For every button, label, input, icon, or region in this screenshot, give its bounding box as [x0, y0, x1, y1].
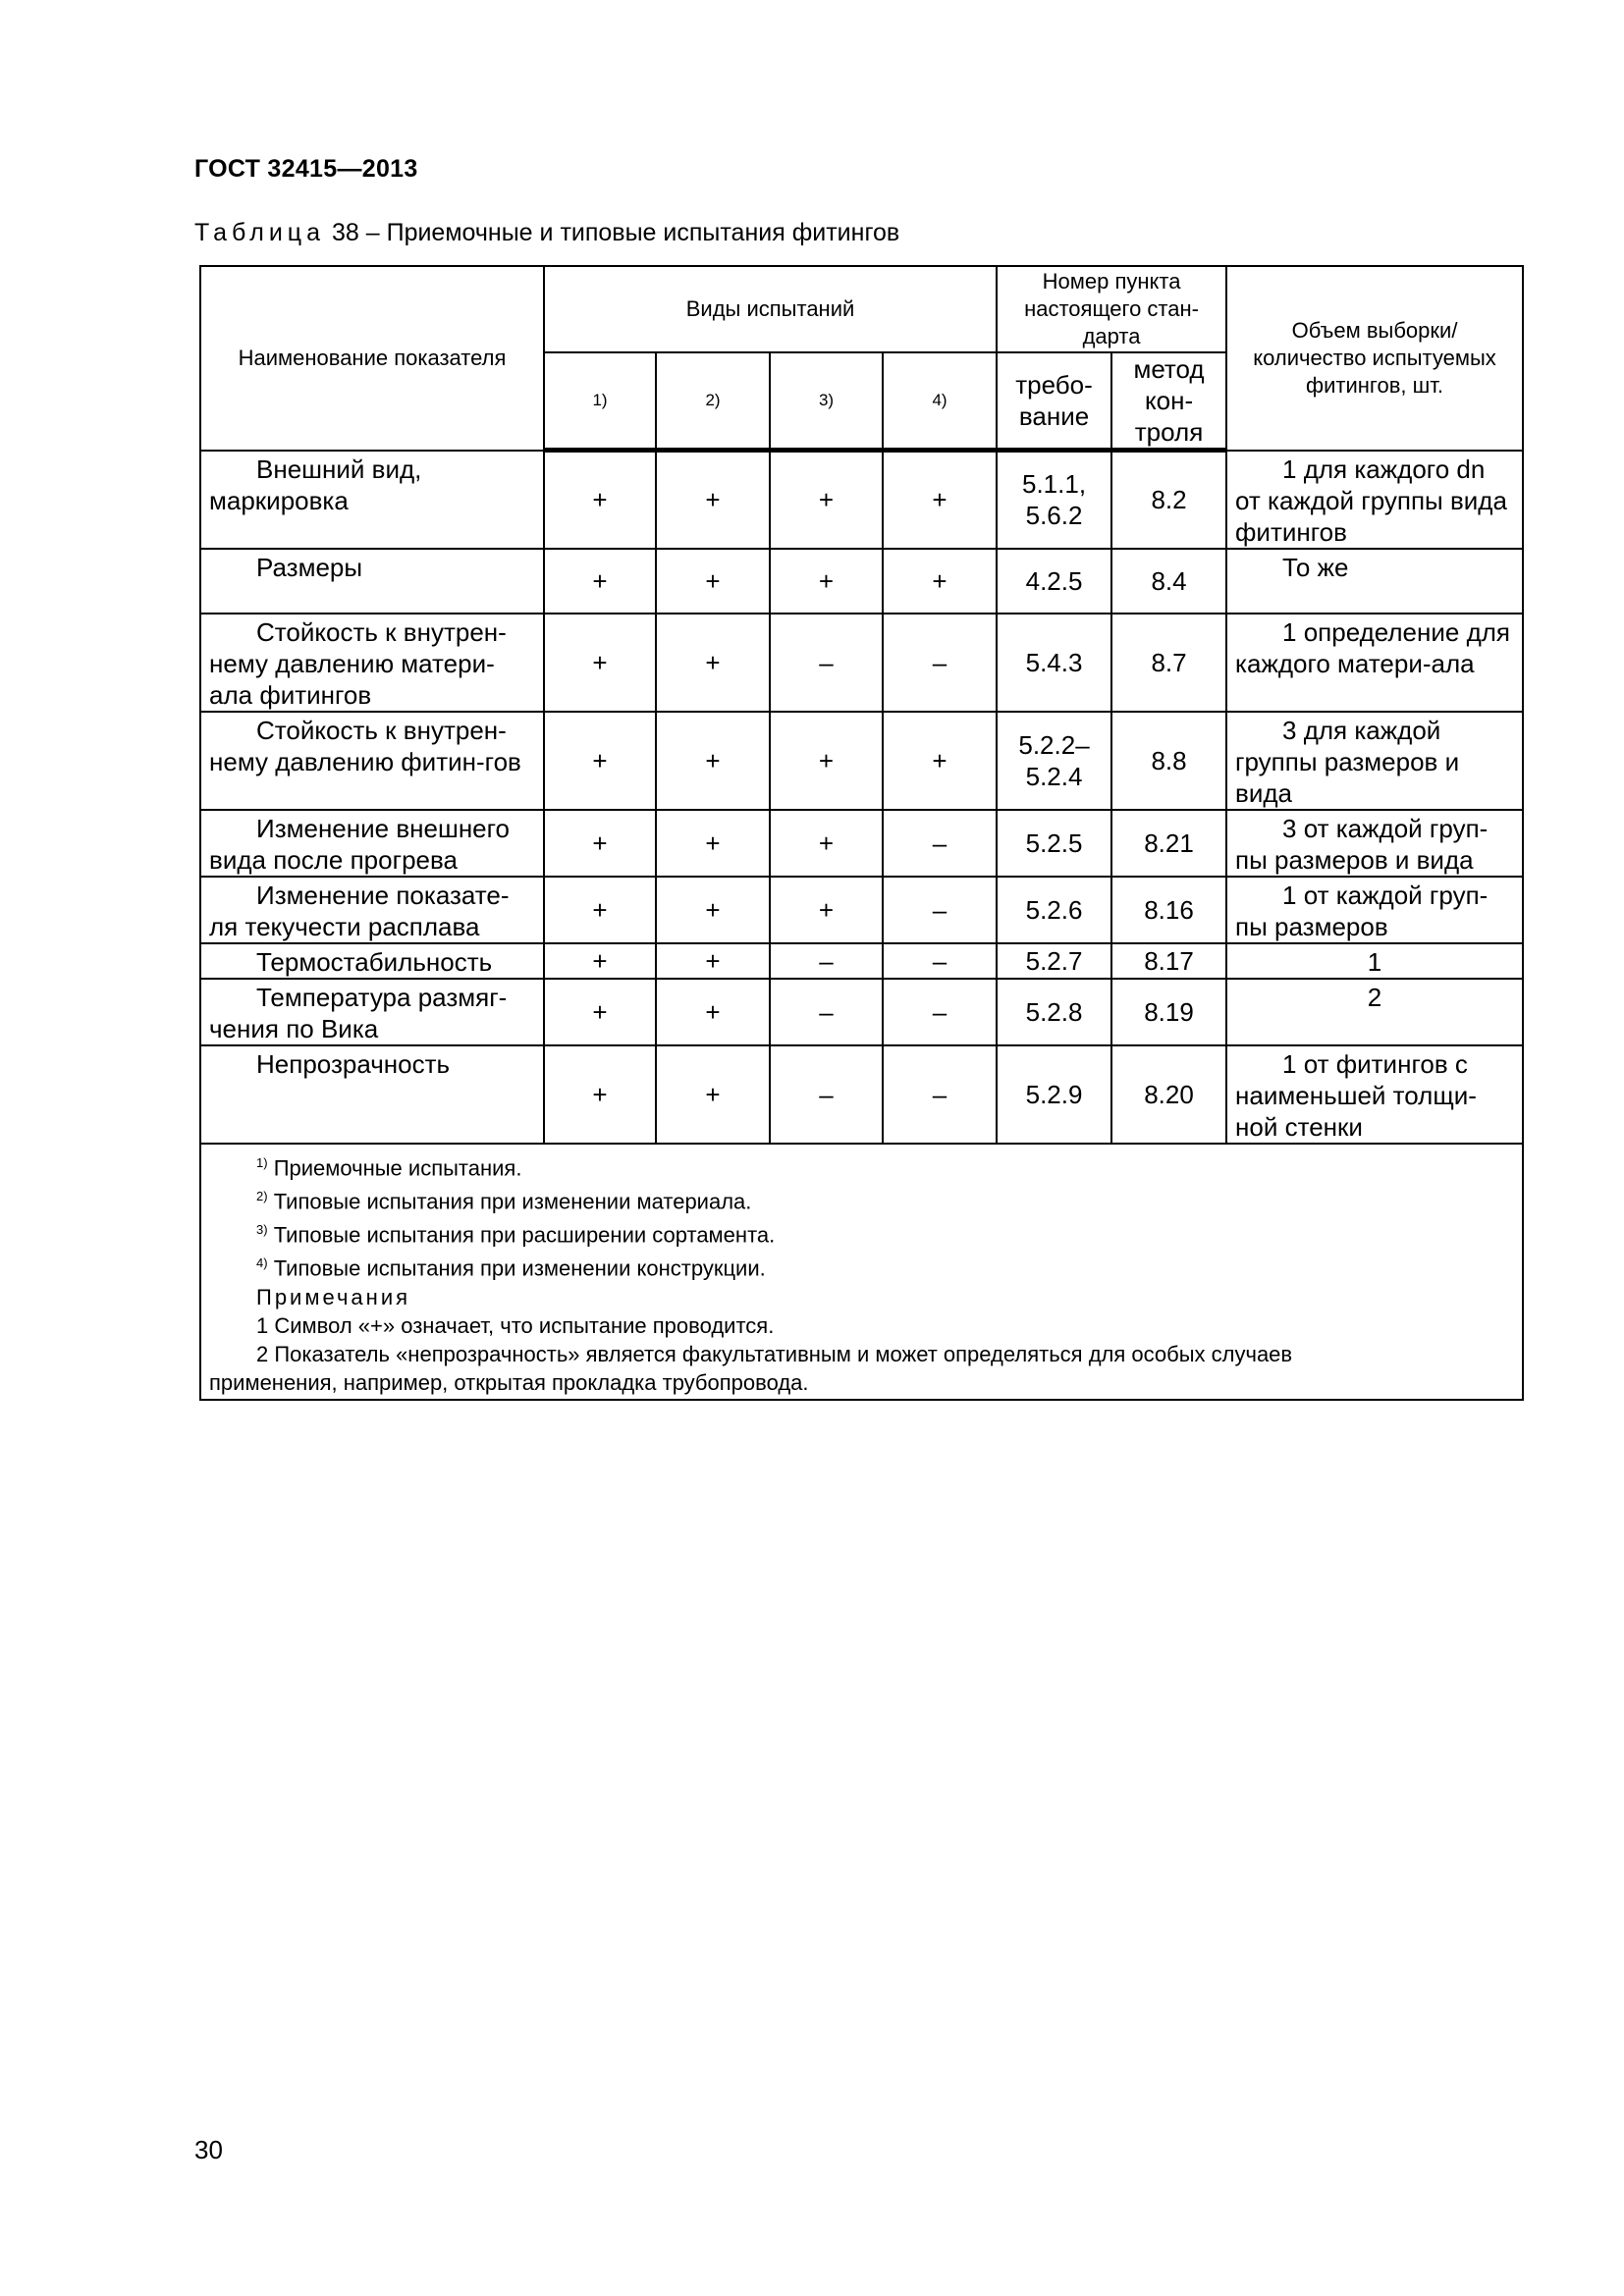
test-mark-3: 3) — [770, 352, 883, 451]
row-method: 8.7 — [1111, 614, 1226, 712]
row-requirement: 5.4.3 — [997, 614, 1111, 712]
row-test-4: – — [883, 943, 997, 979]
row-method: 8.17 — [1111, 943, 1226, 979]
row-test-1: + — [544, 549, 656, 614]
row-requirement: 5.2.8 — [997, 979, 1111, 1045]
row-volume: 1 — [1226, 943, 1523, 979]
row-requirement: 5.2.9 — [997, 1045, 1111, 1144]
document-code-header: ГОСТ 32415—2013 — [194, 155, 418, 183]
row-test-4: – — [883, 1045, 997, 1144]
row-test-3: + — [770, 877, 883, 943]
table-row — [200, 943, 1523, 979]
row-requirement: 5.2.6 — [997, 877, 1111, 943]
row-volume: 1 определение для каждого матери-ала — [1226, 614, 1523, 712]
table-caption-number: 38 — [331, 219, 359, 246]
row-name: Размеры — [200, 549, 544, 614]
row-name: Стойкость к внутрен-нему давлению матери-ала фитингов — [200, 614, 544, 712]
row-name: Стойкость к внутрен-нему давлению фитин-гов — [200, 712, 544, 810]
footnote-3: $^{3)}$ Типовые испытания при расширении сортамента. — [256, 1222, 776, 1248]
row-requirement: 5.2.5 — [997, 810, 1111, 877]
tests-table — [199, 265, 1524, 1401]
table-caption-label: Таблица — [194, 219, 326, 246]
note-2-continuation: применения, например, открытая прокладка трубопровода. — [209, 1369, 809, 1395]
row-test-4: + — [883, 712, 997, 810]
footnote-2: $^{2)}$ Типовые испытания при изменении материала. — [256, 1188, 752, 1214]
column-header-tests: Виды испытаний — [544, 266, 997, 352]
row-method: 8.4 — [1111, 549, 1226, 614]
notes-heading: Примечания — [256, 1284, 411, 1309]
note-1: 1 Символ «+» означает, что испытание проводится. — [256, 1312, 775, 1338]
row-test-4: – — [883, 979, 997, 1045]
row-test-1: + — [544, 877, 656, 943]
test-mark-4: 4) — [883, 352, 997, 451]
table-row — [200, 451, 1523, 549]
row-test-1: + — [544, 614, 656, 712]
row-requirement: 5.1.1, 5.6.2 — [997, 451, 1111, 549]
column-header-method: метод кон-троля — [1111, 352, 1226, 451]
row-test-4: + — [883, 549, 997, 614]
row-test-2: + — [656, 943, 770, 979]
row-test-2: + — [656, 451, 770, 549]
row-test-2: + — [656, 979, 770, 1045]
row-method: 8.21 — [1111, 810, 1226, 877]
row-test-4: – — [883, 877, 997, 943]
footnote-4: $^{4)}$ Типовые испытания при изменении конструкции. — [256, 1255, 766, 1281]
row-test-4: + — [883, 451, 997, 549]
table-notes — [200, 1144, 1523, 1400]
row-requirement: 4.2.5 — [997, 549, 1111, 614]
column-header-requirement: требо-вание — [997, 352, 1111, 451]
table-row — [200, 979, 1523, 1045]
row-test-2: + — [656, 549, 770, 614]
column-header-clause: Номер пункта настоящего стан-дарта — [997, 266, 1226, 352]
note-2: 2 Показатель «непрозрачность» является факультативным и может определяться для особых случаев — [256, 1341, 1293, 1366]
row-test-3: – — [770, 979, 883, 1045]
row-test-3: + — [770, 451, 883, 549]
row-requirement: 5.2.7 — [997, 943, 1111, 979]
row-volume: 3 для каждой группы размеров и вида — [1226, 712, 1523, 810]
table-row — [200, 810, 1523, 877]
table-row — [200, 549, 1523, 614]
table-row — [200, 877, 1523, 943]
row-test-2: + — [656, 712, 770, 810]
row-test-3: – — [770, 614, 883, 712]
row-test-2: + — [656, 614, 770, 712]
row-test-2: + — [656, 810, 770, 877]
table-notes-row — [200, 1144, 1523, 1400]
row-test-1: + — [544, 1045, 656, 1144]
row-test-2: + — [656, 1045, 770, 1144]
page-number: 30 — [194, 2135, 223, 2164]
row-name: Термостабильность — [200, 943, 544, 979]
row-test-3: – — [770, 943, 883, 979]
test-mark-1: 1) — [544, 352, 656, 451]
row-test-3: + — [770, 712, 883, 810]
row-name: Изменение внешнего вида после прогрева — [200, 810, 544, 877]
row-test-1: + — [544, 943, 656, 979]
table-row — [200, 712, 1523, 810]
column-header-name: Наименование показателя — [200, 266, 544, 451]
row-name: Непрозрачность — [200, 1045, 544, 1144]
table-row — [200, 614, 1523, 712]
table-header-row-1 — [200, 266, 1523, 352]
row-requirement: 5.2.2– 5.2.4 — [997, 712, 1111, 810]
row-volume: 2 — [1226, 979, 1523, 1045]
row-test-1: + — [544, 979, 656, 1045]
row-volume: 3 от каждой груп-пы размеров и вида — [1226, 810, 1523, 877]
column-header-volume: Объем выборки/ количество испытуемых фитингов, шт. — [1226, 266, 1523, 451]
test-mark-2: 2) — [656, 352, 770, 451]
row-volume: 1 от фитингов с наименьшей толщи-ной стенки — [1226, 1045, 1523, 1144]
row-name: Внешний вид, маркировка — [200, 451, 544, 549]
table-caption — [194, 219, 899, 247]
row-name: Изменение показате-ля текучести расплава — [200, 877, 544, 943]
row-test-2: + — [656, 877, 770, 943]
table-row — [200, 1045, 1523, 1144]
row-volume: То же — [1226, 549, 1523, 614]
row-test-1: + — [544, 810, 656, 877]
table-caption-title: – Приемочные и типовые испытания фитингов — [365, 219, 900, 246]
row-method: 8.20 — [1111, 1045, 1226, 1144]
row-name: Температура размяг-чения по Вика — [200, 979, 544, 1045]
row-method: 8.19 — [1111, 979, 1226, 1045]
row-test-4: – — [883, 614, 997, 712]
row-test-1: + — [544, 712, 656, 810]
row-method: 8.16 — [1111, 877, 1226, 943]
row-volume: 1 для каждого dn от каждой группы вида фитингов — [1226, 451, 1523, 549]
row-method: 8.8 — [1111, 712, 1226, 810]
row-test-3: + — [770, 549, 883, 614]
footnote-1: $^{1)}$ Приемочные испытания. — [256, 1154, 522, 1180]
row-test-3: – — [770, 1045, 883, 1144]
row-test-3: + — [770, 810, 883, 877]
row-volume: 1 от каждой груп-пы размеров — [1226, 877, 1523, 943]
row-test-4: – — [883, 810, 997, 877]
row-method: 8.2 — [1111, 451, 1226, 549]
row-test-1: + — [544, 451, 656, 549]
